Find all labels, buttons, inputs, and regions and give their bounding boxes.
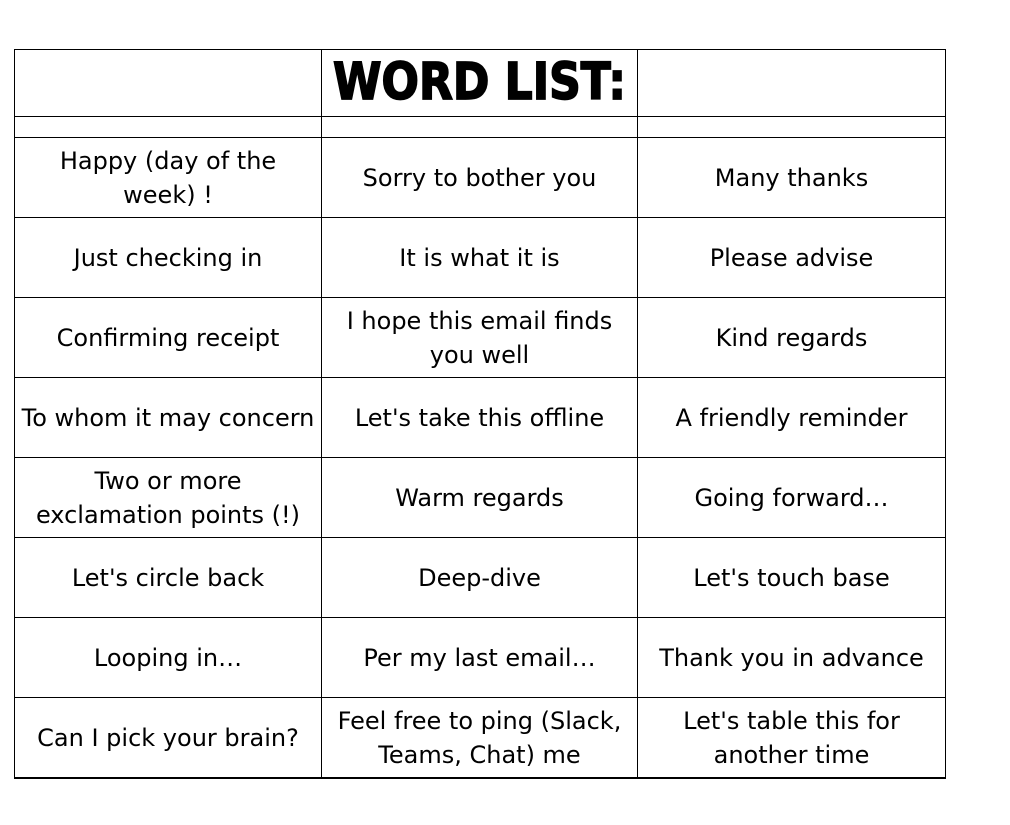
table-row: [15, 538, 946, 618]
word-cell: Looping in…: [15, 618, 322, 698]
spacer-cell: [15, 117, 322, 138]
word-cell: It is what it is: [322, 218, 638, 298]
word-list-table: [14, 49, 946, 779]
word-cell: Warm regards: [322, 458, 638, 538]
word-cell: Let's table this for another time: [638, 698, 946, 779]
word-cell: Please advise: [638, 218, 946, 298]
header-cell-left: [15, 50, 322, 117]
word-cell: Feel free to ping (Slack, Teams, Chat) me: [322, 698, 638, 779]
header-row: [15, 50, 946, 117]
header-cell-right: [638, 50, 946, 117]
spacer-cell: [322, 117, 638, 138]
spacer-row: [15, 117, 946, 138]
word-cell: Sorry to bother you: [322, 138, 638, 218]
table-row: [15, 458, 946, 538]
word-cell: Many thanks: [638, 138, 946, 218]
word-cell: Deep-dive: [322, 538, 638, 618]
word-cell: Happy (day of the week) !: [15, 138, 322, 218]
word-cell: Two or more exclamation points (!): [15, 458, 322, 538]
table-row: [15, 138, 946, 218]
table-row: [15, 218, 946, 298]
word-list-title: WORD LIST:: [333, 53, 626, 112]
header-cell-title: [322, 50, 638, 117]
word-cell: Just checking in: [15, 218, 322, 298]
word-cell: Can I pick your brain?: [15, 698, 322, 779]
word-cell: I hope this email finds you well: [322, 298, 638, 378]
word-cell: Going forward…: [638, 458, 946, 538]
word-cell: Confirming receipt: [15, 298, 322, 378]
word-cell: Thank you in advance: [638, 618, 946, 698]
table-row: [15, 618, 946, 698]
word-cell: Let's touch base: [638, 538, 946, 618]
word-cell: To whom it may concern: [15, 378, 322, 458]
word-cell: Per my last email…: [322, 618, 638, 698]
table-row: [15, 378, 946, 458]
word-cell: Let's take this offline: [322, 378, 638, 458]
table-row: [15, 698, 946, 779]
word-cell: Let's circle back: [15, 538, 322, 618]
table-row: [15, 298, 946, 378]
word-cell: Kind regards: [638, 298, 946, 378]
spacer-cell: [638, 117, 946, 138]
word-cell: A friendly reminder: [638, 378, 946, 458]
